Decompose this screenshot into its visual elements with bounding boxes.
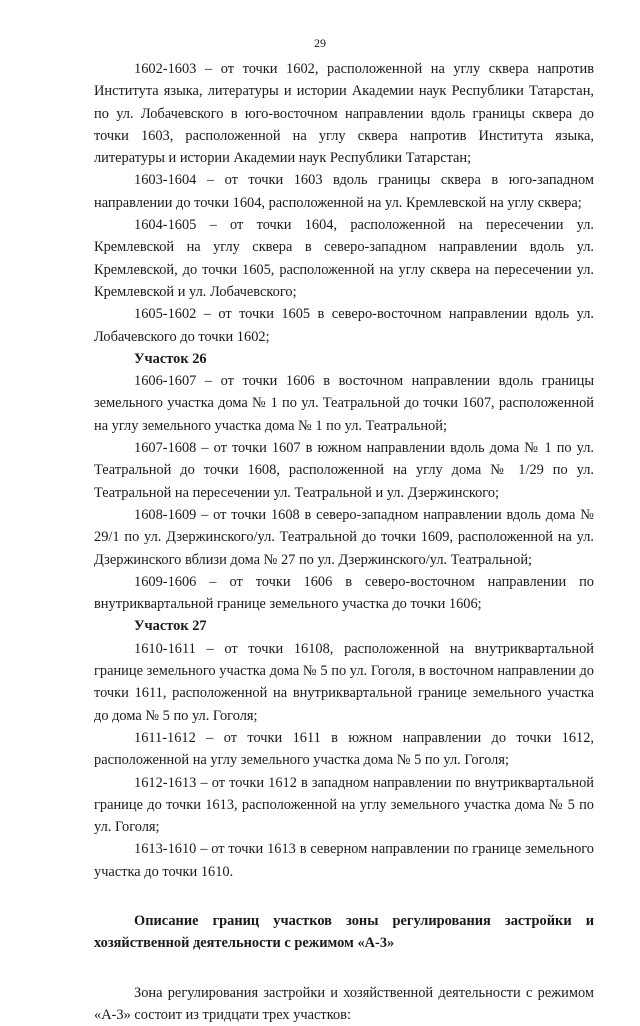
paragraph-1606-1607: 1606-1607 – от точки 1606 в восточном направлении вдоль границы земельного участка дома № 1 по ул. Театральной до точки 1607, расположенной на углу земельного участка дома № 1 по ул. Театральной;	[94, 373, 594, 434]
document-body	[94, 58, 594, 1026]
page-number: 29	[314, 36, 326, 50]
zone-a3-intro-paragraph: Зона регулирования застройки и хозяйственной деятельности с режимом «А-3» состоит из тридцати трех участков:	[94, 984, 594, 1023]
section-heading-plot-27: Участок 27	[134, 618, 207, 635]
paragraph-1602-1603: 1602-1603 – от точки 1602, расположенной на углу сквера напротив Института языка, литературы и истории Академии наук Республики Татарстан, по ул. Лобачевского в юго-восточном направлении вдоль границы сквера до точки 1603, расположенной на углу сквера напротив Института языка, литературы и истории Академии наук Республики Татарстан;	[94, 61, 594, 167]
paragraph-1607-1608: 1607-1608 – от точки 1607 в южном направлении вдоль дома № 1 по ул. Театральной до точки 1608, расположенной на углу дома № 1/29 по ул. Театральной на пересечении ул. Театральной и ул. Дзержинского;	[94, 440, 594, 501]
zone-a3-section-title: Описание границ участков зоны регулирования застройки и хозяйственной деятельности с режимом «А-3»	[94, 912, 594, 952]
paragraph-1609-1606: 1609-1606 – от точки 1606 в северо-восточном направлении по внутриквартальной границе земельного участка до точки 1606;	[94, 573, 594, 613]
section-heading-plot-26: Участок 26	[134, 350, 207, 367]
paragraph-1612-1613: 1612-1613 – от точки 1612 в западном направлении по внутриквартальной границе до точки 1613, расположенной на углу земельного участка дома № 5 по ул. Гоголя;	[94, 774, 594, 836]
paragraph-1610-1611: 1610-1611 – от точки 16108, расположенной на внутриквартальной границе земельного участка дома № 5 по ул. Гоголя, в восточном направлении до точки 1611, расположенной на внутриквартальной границе земельного участка до дома № 5 по ул. Гоголя;	[94, 640, 594, 724]
paragraph-1611-1612: 1611-1612 – от точки 1611 в южном направлении до точки 1612, расположенной на углу земельного участка дома № 5 по ул. Гоголя;	[94, 729, 594, 769]
paragraph-1608-1609: 1608-1609 – от точки 1608 в северо-западном направлении вдоль дома № 29/1 по ул. Дзержинского/ул. Театральной до точки 1609, расположенной на ул. Дзержинского вблизи дома № 27 по ул. Дзержинского/ул. Театральной;	[94, 506, 594, 568]
paragraph-1613-1610: 1613-1610 – от точки 1613 в северном направлении по границе земельного участка до точки 1610.	[94, 841, 594, 880]
paragraph-1605-1602: 1605-1602 – от точки 1605 в северо-восточном направлении вдоль ул. Лобачевского до точки 1602;	[94, 306, 594, 345]
paragraph-1604-1605: 1604-1605 – от точки 1604, расположенной на пересечении ул. Кремлевской на углу сквера в северо-западном направлении вдоль ул. Кремлевской, до точки 1605, расположенной на углу сквера на пересечении ул. Кремлевской и ул. Лобачевского;	[94, 217, 594, 300]
paragraph-1603-1604: 1603-1604 – от точки 1603 вдоль границы сквера в юго-западном направлении до точки 1604, расположенной на ул. Кремлевской на углу сквера;	[94, 172, 594, 211]
